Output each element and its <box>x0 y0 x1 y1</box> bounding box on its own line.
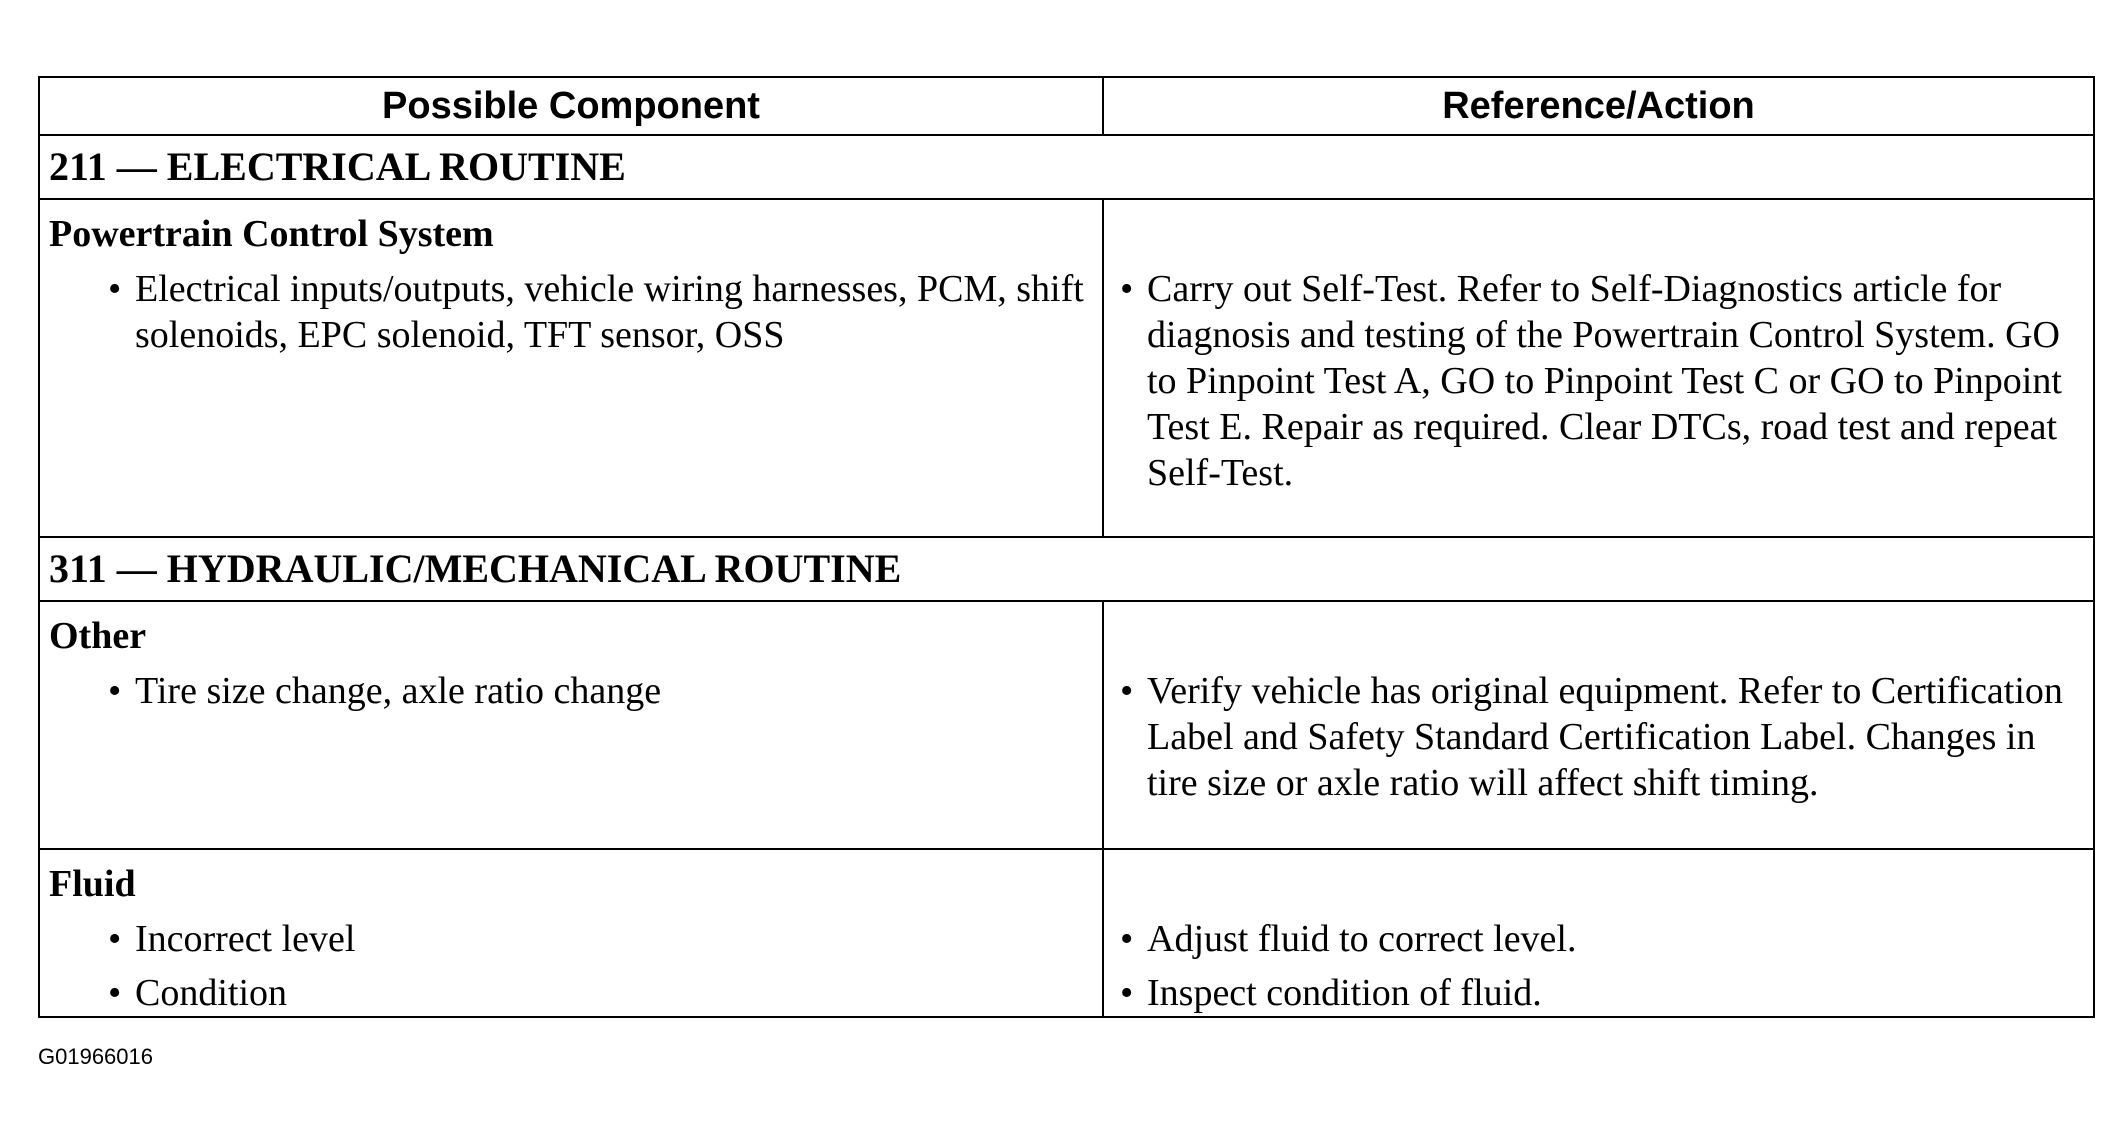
action-cell <box>1103 601 2094 849</box>
action-list <box>1104 668 2093 806</box>
action-cell <box>1103 199 2094 537</box>
component-item-list <box>40 266 1102 358</box>
section-row-electrical-routine <box>39 135 2094 199</box>
component-item-list <box>40 916 1102 1016</box>
column-header-possible-component: Possible Component <box>39 77 1103 135</box>
action-cell <box>1103 849 2094 1017</box>
action-list <box>1104 266 2093 496</box>
component-item: • Tire size change, axle ratio change <box>40 668 1102 714</box>
section-title: 211 — ELECTRICAL ROUTINE <box>39 135 2094 199</box>
component-item: • Electrical inputs/outputs, vehicle wiring harnesses, PCM, shift solenoids, EPC solenoid, TFT sensor, OSS <box>40 266 1102 358</box>
action-item: • Inspect condition of fluid. <box>1104 970 2093 1016</box>
component-item: • Incorrect level <box>40 916 1102 962</box>
component-item-list <box>40 668 1102 714</box>
table-row <box>39 199 2094 537</box>
section-row-hydraulic-mechanical-routine <box>39 537 2094 601</box>
action-list <box>1104 916 2093 1016</box>
component-item: • Condition <box>40 970 1102 1016</box>
table-row <box>39 849 2094 1017</box>
action-item: • Adjust fluid to correct level. <box>1104 916 2093 962</box>
component-cell <box>39 199 1103 537</box>
column-header-reference-action: Reference/Action <box>1103 77 2094 135</box>
component-cell <box>39 601 1103 849</box>
component-title: Powertrain Control System <box>49 213 494 255</box>
section-title: 311 — HYDRAULIC/MECHANICAL ROUTINE <box>39 537 2094 601</box>
action-item: • Verify vehicle has original equipment. Refer to Certification Label and Safety Standard Certification Label. Changes in tire size or axle ratio will affect shift timing. <box>1104 668 2093 806</box>
action-item: • Carry out Self-Test. Refer to Self-Diagnostics article for diagnosis and testing of the Powertrain Control System. GO to Pinpoint Test A, GO to Pinpoint Test C or GO to Pinpoint Test E. Repair as required. Clear DTCs, road test and repeat Self-Test. <box>1104 266 2093 496</box>
table-row <box>39 601 2094 849</box>
component-title: Fluid <box>49 863 136 905</box>
figure-id: G01966016 <box>38 1044 153 1069</box>
component-title: Other <box>49 615 147 657</box>
diagnosis-table <box>38 76 2095 1018</box>
table-header-row <box>39 77 2094 135</box>
component-cell <box>39 849 1103 1017</box>
